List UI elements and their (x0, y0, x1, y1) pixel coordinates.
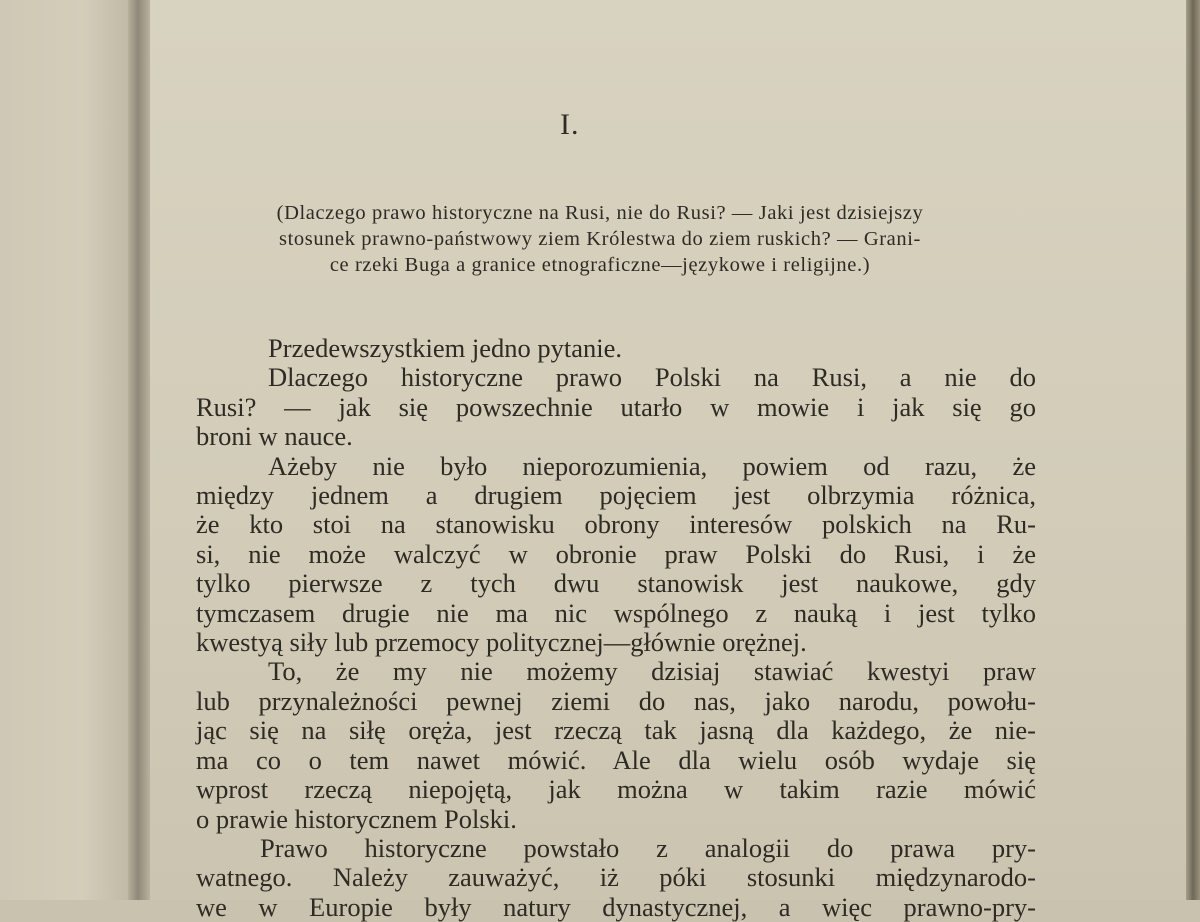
body-line: wprost rzeczą niepojętą, jak można w takim razie mówić (196, 774, 1036, 805)
body-line: tylko pierwsze z tych dwu stanowisk jest naukowe, gdy (196, 568, 1036, 599)
summary-line: (Dlaczego prawo historyczne na Rusi, nie do Rusi? — Jaki jest dzisiejszy (276, 202, 924, 224)
body-line: broni w nauce. (196, 421, 353, 452)
body-line: ma co o tem nawet mówić. Ale dla wielu osób wydaje się (196, 744, 1036, 775)
summary-line: ce rzeki Buga a granice etnograficzne—językowe i religijne.) (329, 254, 871, 276)
body-line: lub przynależności pewnej ziemi do nas, jako narodu, powołu- (196, 685, 1036, 716)
body-line: o prawie historycznem Polski. (196, 803, 517, 834)
body-line: To, że my nie możemy dzisiaj stawiać kwestyi praw (268, 656, 1036, 687)
summary-line: stosunek prawno-państwowy ziem Królestwa do ziem ruskich? — Grani- (279, 228, 921, 250)
body-line: Przedewszystkiem jedno pytanie. (268, 333, 622, 363)
body-line: Dlaczego historyczne prawo Polski na Rusi, a nie do (268, 362, 1036, 393)
body-text (196, 334, 1036, 922)
body-line: tymczasem drugie nie ma nic wspólnego z nauką i jest tylko (196, 597, 1036, 628)
body-line: we w Europie były natury dynastycznej, a więc prawno-pry- (196, 891, 1036, 922)
body-line: si, nie może walczyć w obronie praw Polski do Rusi, i że (196, 538, 1036, 569)
body-line: Prawo historyczne powstało z analogii do prawa pry- (260, 832, 1036, 863)
body-line: że kto stoi na stanowisku obrony interesów polskich na Ru- (196, 509, 1036, 540)
chapter-heading: I. (560, 108, 580, 141)
chapter-summary (200, 200, 1000, 278)
book-gutter (128, 0, 150, 900)
body-line: Ażeby nie było nieporozumienia, powiem od razu, że (268, 450, 1036, 481)
body-line: kwestyą siły lub przemocy politycznej—głównie orężnej. (196, 627, 807, 658)
body-line: między jednem a drugiem pojęciem jest olbrzymia różnica, (196, 480, 1036, 511)
page-edge (1186, 0, 1200, 900)
left-page (0, 0, 138, 900)
body-line: jąc się na siłę oręża, jest rzeczą tak jasną dla każdego, że nie- (196, 715, 1036, 746)
body-line: watnego. Należy zauważyć, iż póki stosunki międzynarodo- (196, 862, 1036, 893)
body-line: Rusi? — jak się powszechnie utarło w mowie i jak się go (196, 391, 1036, 422)
